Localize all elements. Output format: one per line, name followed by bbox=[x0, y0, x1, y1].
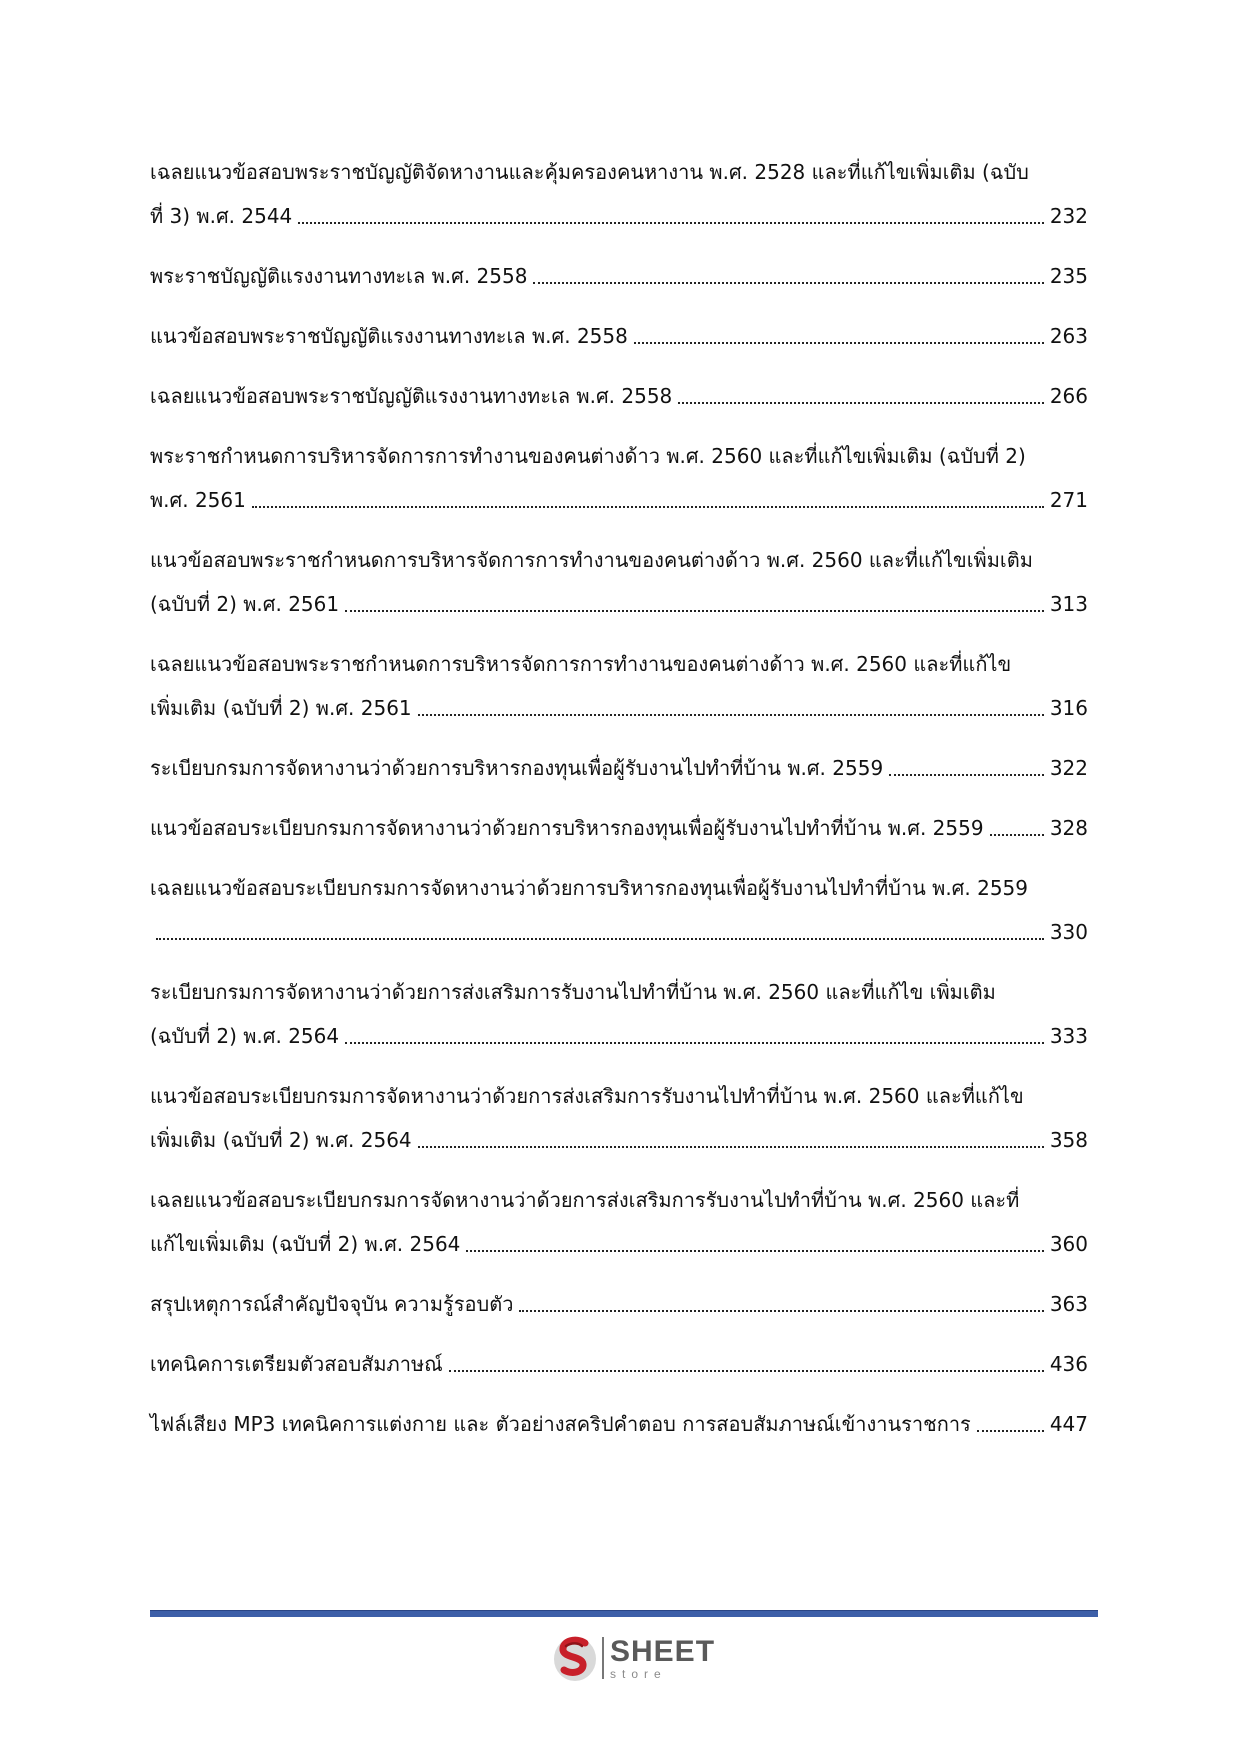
toc-page-number: 266 bbox=[1049, 384, 1088, 408]
toc-entry[interactable] bbox=[150, 642, 1088, 730]
toc-entry-title-line: แนวข้อสอบระเบียบกรมการจัดหางานว่าด้วยการบริหารกองทุนเพื่อผู้รับงานไปทำที่บ้าน พ.ศ. 2559 bbox=[150, 816, 984, 840]
toc-entry-title-line: เฉลยแนวข้อสอบพระราชบัญญัติแรงงานทางทะเล พ.ศ. 2558 bbox=[150, 384, 673, 408]
toc-page-number: 263 bbox=[1049, 324, 1088, 348]
toc-entry-title-line: แนวข้อสอบพระราชบัญญัติแรงงานทางทะเล พ.ศ. 2558 bbox=[150, 324, 628, 348]
toc-entry-title-line: (ฉบับที่ 2) พ.ศ. 2561 bbox=[150, 592, 340, 616]
toc-entry-title-line: ระเบียบกรมการจัดหางานว่าด้วยการส่งเสริมการรับงานไปทำที่บ้าน พ.ศ. 2560 และที่แก้ไข เพิ่มเติม bbox=[150, 980, 996, 1004]
toc-page-number: 316 bbox=[1049, 696, 1088, 720]
toc-entry-title-line: เฉลยแนวข้อสอบพระราชกำหนดการบริหารจัดการการทำงานของคนต่างด้าว พ.ศ. 2560 และที่แก้ไข bbox=[150, 652, 1012, 676]
toc-entry-title-line: สรุปเหตุการณ์สำคัญปัจจุบัน ความรู้รอบตัว bbox=[150, 1292, 514, 1316]
toc-page-number: 447 bbox=[1049, 1412, 1088, 1436]
toc-page-number: 360 bbox=[1049, 1232, 1088, 1256]
dot-leader bbox=[156, 938, 1044, 940]
toc-entry[interactable] bbox=[150, 374, 1088, 418]
toc-entry[interactable] bbox=[150, 1342, 1088, 1386]
toc-entry[interactable] bbox=[150, 314, 1088, 358]
dot-leader bbox=[466, 1250, 1043, 1252]
dot-leader bbox=[345, 1042, 1044, 1044]
toc-entry-title-line: พระราชบัญญัติแรงงานทางทะเล พ.ศ. 2558 bbox=[150, 264, 528, 288]
dot-leader bbox=[977, 1430, 1044, 1432]
toc-entry-title-line: ที่ 3) พ.ศ. 2544 bbox=[150, 204, 293, 228]
sheet-store-logo-icon bbox=[552, 1633, 598, 1683]
toc-page-number: 330 bbox=[1049, 920, 1088, 944]
dot-leader bbox=[990, 834, 1044, 836]
toc-entry[interactable] bbox=[150, 1402, 1088, 1446]
dot-leader bbox=[252, 506, 1044, 508]
dot-leader bbox=[345, 610, 1044, 612]
toc-page-number: 235 bbox=[1049, 264, 1088, 288]
toc-page-number: 333 bbox=[1049, 1024, 1088, 1048]
toc-entry-title-line: เทคนิคการเตรียมตัวสอบสัมภาษณ์ bbox=[150, 1352, 443, 1376]
dot-leader bbox=[418, 1146, 1044, 1148]
toc-page-number: 271 bbox=[1049, 488, 1088, 512]
dot-leader bbox=[418, 714, 1044, 716]
toc-entry-title-line: เฉลยแนวข้อสอบพระราชบัญญัติจัดหางานและคุ้มครองคนหางาน พ.ศ. 2528 และที่แก้ไขเพิ่มเติม (ฉบับ bbox=[150, 160, 1029, 184]
toc-entry-title-line: แก้ไขเพิ่มเติม (ฉบับที่ 2) พ.ศ. 2564 bbox=[150, 1232, 461, 1256]
toc-entry-title-line: (ฉบับที่ 2) พ.ศ. 2564 bbox=[150, 1024, 340, 1048]
toc-entry[interactable] bbox=[150, 806, 1088, 850]
toc-entry-title-line: แนวข้อสอบระเบียบกรมการจัดหางานว่าด้วยการส่งเสริมการรับงานไปทำที่บ้าน พ.ศ. 2560 และที่แก้ไข bbox=[150, 1084, 1024, 1108]
brand-name: SHEET bbox=[610, 1634, 716, 1668]
toc-entry-title-line: แนวข้อสอบพระราชกำหนดการบริหารจัดการการทำงานของคนต่างด้าว พ.ศ. 2560 และที่แก้ไขเพิ่มเติม bbox=[150, 548, 1033, 572]
toc-entry[interactable] bbox=[150, 538, 1088, 626]
dot-leader bbox=[678, 402, 1044, 404]
toc-entry[interactable] bbox=[150, 866, 1088, 954]
toc-entry-title-line: ระเบียบกรมการจัดหางานว่าด้วยการบริหารกองทุนเพื่อผู้รับงานไปทำที่บ้าน พ.ศ. 2559 bbox=[150, 756, 884, 780]
table-of-contents bbox=[150, 150, 1088, 1462]
toc-entry-title-line: ไฟล์เสียง MP3 เทคนิคการแต่งกาย และ ตัวอย่างสคริปคำตอบ การสอบสัมภาษณ์เข้างานราชการ bbox=[150, 1412, 971, 1436]
logo-separator bbox=[602, 1637, 604, 1679]
toc-entry[interactable] bbox=[150, 970, 1088, 1058]
toc-page-number: 363 bbox=[1049, 1292, 1088, 1316]
sheet-store-logo bbox=[552, 1630, 732, 1686]
toc-page-number: 436 bbox=[1049, 1352, 1088, 1376]
toc-entry[interactable] bbox=[150, 150, 1088, 238]
dot-leader bbox=[449, 1370, 1044, 1372]
toc-entry[interactable] bbox=[150, 254, 1088, 298]
dot-leader bbox=[533, 282, 1043, 284]
footer-rule bbox=[150, 1610, 1098, 1617]
brand-subtitle: store bbox=[610, 1666, 667, 1681]
toc-page-number: 358 bbox=[1049, 1128, 1088, 1152]
toc-page-number: 313 bbox=[1049, 592, 1088, 616]
toc-page-number: 232 bbox=[1049, 204, 1088, 228]
toc-entry-title-line: เพิ่มเติม (ฉบับที่ 2) พ.ศ. 2561 bbox=[150, 696, 412, 720]
toc-entry[interactable] bbox=[150, 1282, 1088, 1326]
dot-leader bbox=[519, 1310, 1043, 1312]
toc-entry-title-line: พ.ศ. 2561 bbox=[150, 488, 246, 512]
toc-entry-title-line: เพิ่มเติม (ฉบับที่ 2) พ.ศ. 2564 bbox=[150, 1128, 412, 1152]
toc-entry[interactable] bbox=[150, 746, 1088, 790]
dot-leader bbox=[298, 222, 1044, 224]
toc-entry-title-line: พระราชกำหนดการบริหารจัดการการทำงานของคนต่างด้าว พ.ศ. 2560 และที่แก้ไขเพิ่มเติม (ฉบับที่ 2) bbox=[150, 444, 1026, 468]
dot-leader bbox=[634, 342, 1044, 344]
toc-entry[interactable] bbox=[150, 434, 1088, 522]
toc-entry-title-line: เฉลยแนวข้อสอบระเบียบกรมการจัดหางานว่าด้วยการส่งเสริมการรับงานไปทำที่บ้าน พ.ศ. 2560 และที่ bbox=[150, 1188, 1020, 1212]
toc-entry[interactable] bbox=[150, 1178, 1088, 1266]
toc-entry[interactable] bbox=[150, 1074, 1088, 1162]
toc-entry-title-line: เฉลยแนวข้อสอบระเบียบกรมการจัดหางานว่าด้วยการบริหารกองทุนเพื่อผู้รับงานไปทำที่บ้าน พ.ศ. 2559 bbox=[150, 876, 1028, 900]
toc-page-number: 328 bbox=[1049, 816, 1088, 840]
dot-leader bbox=[889, 774, 1044, 776]
toc-page-number: 322 bbox=[1049, 756, 1088, 780]
